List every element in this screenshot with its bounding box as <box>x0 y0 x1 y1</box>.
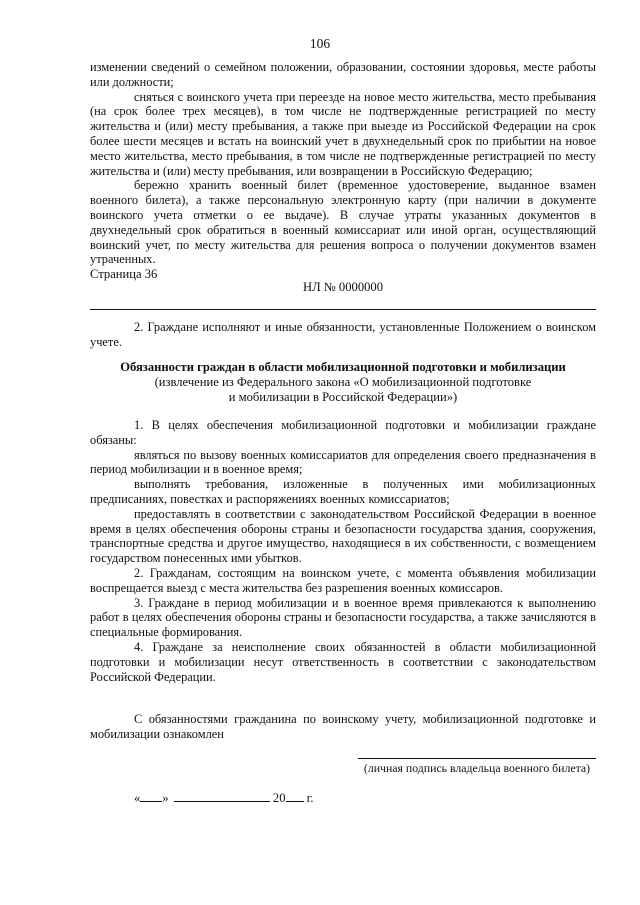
paragraph: изменении сведений о семейном положении, образовании, состоянии здоровья, месте работы или должности; <box>90 60 596 89</box>
paragraph: 1. В целях обеспечения мобилизационной подготовки и мобилизации граждане обязаны: <box>90 418 596 447</box>
section-text-block <box>90 418 596 684</box>
section-subtitle: (извлечение из Федерального закона «О мобилизационной подготовке <box>154 375 532 389</box>
date-year-suffix: г. <box>306 791 314 805</box>
page-label: Страница 36 <box>90 267 158 281</box>
duties-note-block <box>90 320 596 350</box>
section-title: Обязанности граждан в области мобилизационной подготовки и мобилизации <box>120 360 566 374</box>
acknowledgement-text: С обязанностями гражданина по воинскому учету, мобилизационной подготовке и мобилизации ознакомлен <box>90 712 596 741</box>
section-subtitle: и мобилизации в Российской Федерации») <box>228 390 458 404</box>
series-number: НЛ № 0000000 <box>302 280 384 294</box>
date-day-blank <box>140 789 162 802</box>
date-line <box>134 789 314 806</box>
paragraph: являться по вызову военных комиссариатов для определения своего предназначения в период мобилизации и в военное время; <box>90 447 596 477</box>
date-month-blank <box>174 789 270 802</box>
date-year-blank <box>286 789 304 802</box>
date-open-quote: « <box>134 791 141 805</box>
paragraph: 4. Граждане за неисполнение своих обязанностей в области мобилизационной подготовки и мобилизации несут ответственность в соответствии с законодательством Российской Федерации. <box>90 639 596 684</box>
signature-caption: (личная подпись владельца военного билета) <box>363 761 591 775</box>
paragraph: сняться с воинского учета при переезде на новое место жительства, место пребывания (на срок более трех месяцев), в том числе не подтвержденные регистрацией по месту жительства и (или) месту пребывания, а также при выезде из Российской Федерации на срок более шести месяцев и встать на воинский учет в двухнедельный срок по прибытии на новое место жительства, место пребывания, в том числе не подтвержденные регистрацией по месту жительства и (или) месту пребывания, или возвращении в Российскую Федерацию; <box>90 89 596 178</box>
paragraph: 3. Граждане в период мобилизации и в военное время привлекаются к выполнению работ в целях обеспечения обороны страны и безопасности государства, а также зачисляются в специальные формирования. <box>90 595 596 640</box>
paragraph: выполнять требования, изложенные в полученных ими мобилизационных предписаниях, повестках и распоряжениях военных комиссариатов; <box>90 477 596 506</box>
date-year-prefix: 20 <box>272 791 286 805</box>
signature-line <box>358 758 596 759</box>
paragraph: 2. Граждане исполняют и иные обязанности, установленные Положением о воинском учете. <box>90 320 596 349</box>
acknowledgement-block <box>90 712 596 742</box>
date-close-quote: » <box>162 791 169 805</box>
paragraph: 2. Гражданам, состоящим на воинском учете, с момента объявления мобилизации воспрещается выезд с места жительства без разрешения военных комиссаров. <box>90 565 596 595</box>
top-text-block <box>90 60 596 267</box>
page-number: 106 <box>309 36 331 51</box>
separator-line <box>90 309 596 310</box>
paragraph: бережно хранить военный билет (временное удостоверение, выданное взамен военного билета), а также персональную электронную карту (при наличии в документе воинского учета отметки о ее выдаче). В случае утраты указанных документов в двухнедельный срок обратиться в военный комиссариат или иной орган, осуществляющий воинский учет, по месту жительства для решения вопроса о получении документов взамен утраченных. <box>90 178 596 267</box>
paragraph: предоставлять в соответствии с законодательством Российской Федерации в военное время в целях обеспечения обороны страны и безопасности государства здания, сооружения, транспортные средства и другое имущество, находящиеся в их собственности, с возмещением государством понесенных ими убытков. <box>90 506 596 566</box>
